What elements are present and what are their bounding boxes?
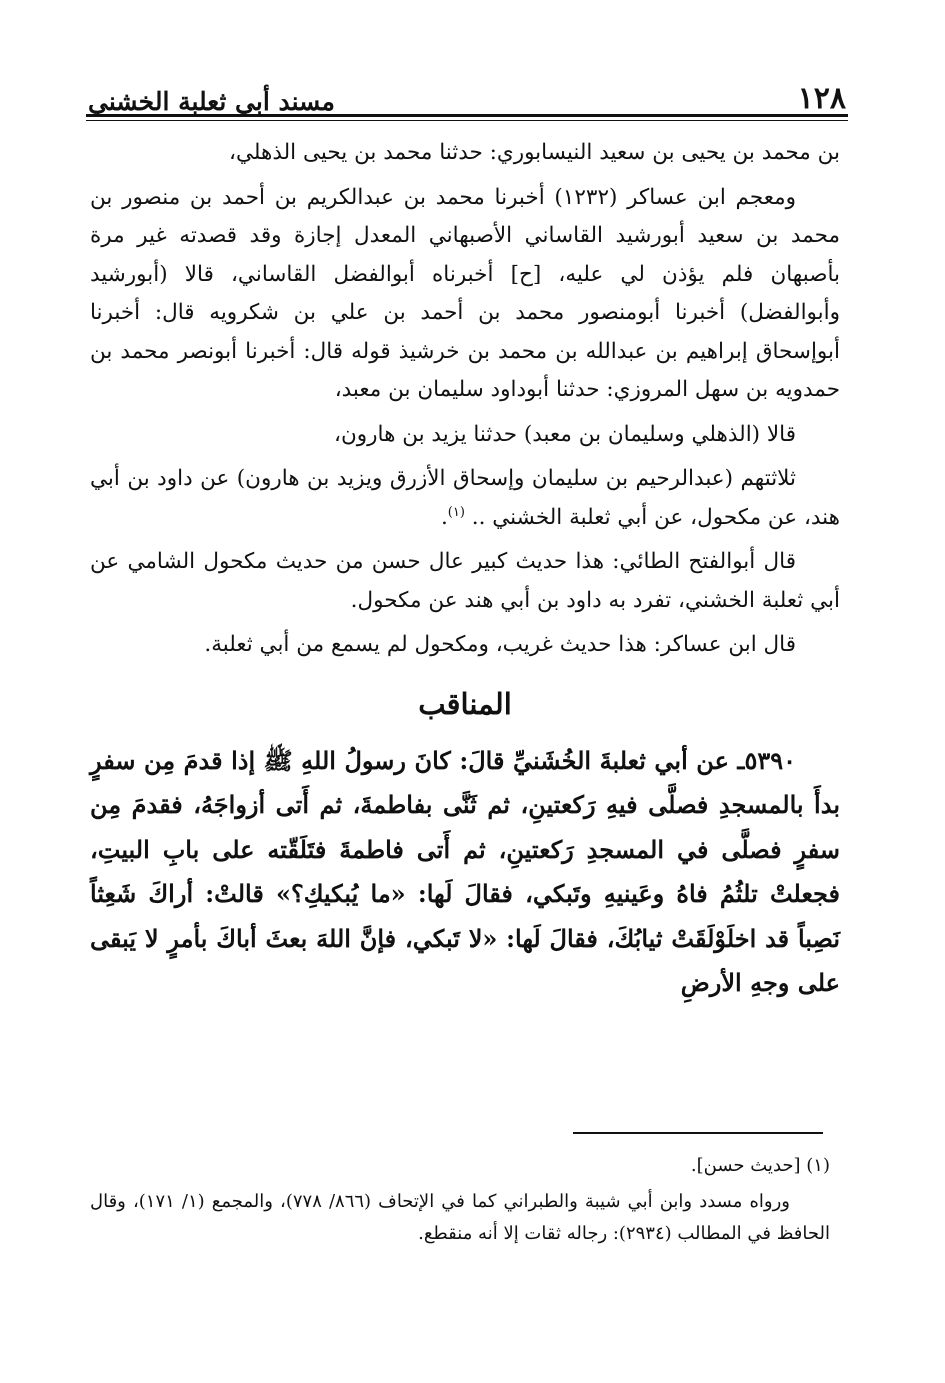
footnote-rule [573,1132,823,1134]
footnote-1: (١) [حديث حسن]. [690,1155,830,1176]
header-rule-thick [86,114,848,117]
hadith-5390: ٥٣٩٠ـ عن أبي ثعلبةَ الخُشَنيِّ قالَ: كانَ رسولُ اللهِ ﷺ إذا قدمَ مِن سفرٍ بدأَ بالمسجدِ فصلَّى فيهِ رَكعتينِ، ثم ثَنَّى بفاطمةَ، ثم أَتى أزواجَهُ، فقدمَ مِن سفرٍ فصلَّى في المسجدِ رَكعتينِ، ثم أَتى فاطمةَ فتَلَقّته على بابِ البيتِ، فجعلتْ تلثُمُ فاهُ وعَينيهِ وتَبكي، فقالَ لَها: «ما يُبكيكِ؟» قالتْ: أراكَ شَعِثاً نَصِباً قد اخلَوْلَقَتْ ثيابُكَ، فقالَ لَها: «لا تَبكي، فإنَّ اللهَ بعثَ أباكَ بأمرٍ لا يَبقى على وجهِ الأرضِ [90,745,840,997]
section-title: المناقب [418,686,512,721]
paragraph-3: قالا (الذهلي وسليمان بن معبد) حدثنا يزيد بن هارون، [334,421,796,447]
header-rule-thin [86,120,848,121]
page-header [88,70,846,114]
paragraph-4-end: . [440,504,448,530]
paragraph-5: قال أبوالفتح الطائي: هذا حديث كبير عال حسن من حديث مكحول الشامي عن أبي ثعلبة الخشني، تفرد به داود بن أبي هند عن مكحول. [90,549,840,613]
page-number: ١٢٨ [797,81,846,116]
running-title: مسند أبي ثعلبة الخشني [88,87,335,116]
footnote-marker[interactable]: (١) [447,504,465,520]
main-text [90,134,840,1006]
footnote-1-detail: ورواه مسدد وابن أبي شيبة والطبراني كما في الإتحاف (٨٦٦/ ٧٧٨)، والمجمع (١/ ١٧١)، وقال الحافظ في المطالب (٢٩٣٤): رجاله ثقات إلا أنه منقطع. [90,1191,830,1244]
footnotes [90,1150,830,1250]
paragraph-4 [90,460,840,537]
paragraph-4-text: ثلاثتهم (عبدالرحيم بن سليمان وإسحاق الأزرق ويزيد بن هارون) عن داود بن أبي هند، عن مكحول، عن أبي ثعلبة الخشني .. [90,466,840,530]
paragraph-6: قال ابن عساكر: هذا حديث غريب، ومكحول لم يسمع من أبي ثعلبة. [204,632,796,657]
paragraph-1: بن محمد بن يحيى بن سعيد النيسابوري: حدثنا محمد بن يحيى الذهلي، [229,140,840,165]
paragraph-2: ومعجم ابن عساكر (١٢٣٢) أخبرنا محمد بن عبدالكريم بن أحمد بن منصور بن محمد بن سعيد أبورشيد القاساني الأصبهاني المعدل إجازة وقد قصدته غير مرة بأصبهان فلم يؤذن لي عليه، [ح] أخبرناه أبوالفضل القاساني، قالا (أبورشيد وأبوالفضل) أخبرنا أبومنصور محمد بن أحمد بن علي بن شكرويه قال: أخبرنا أبوإسحاق إبراهيم بن عبدالله بن محمد بن خرشيذ قوله قال: أخبرنا أبونصر محمد بن حمدويه بن سهل المروزي: حدثنا أبوداود سليمان بن معبد، [90,184,840,402]
